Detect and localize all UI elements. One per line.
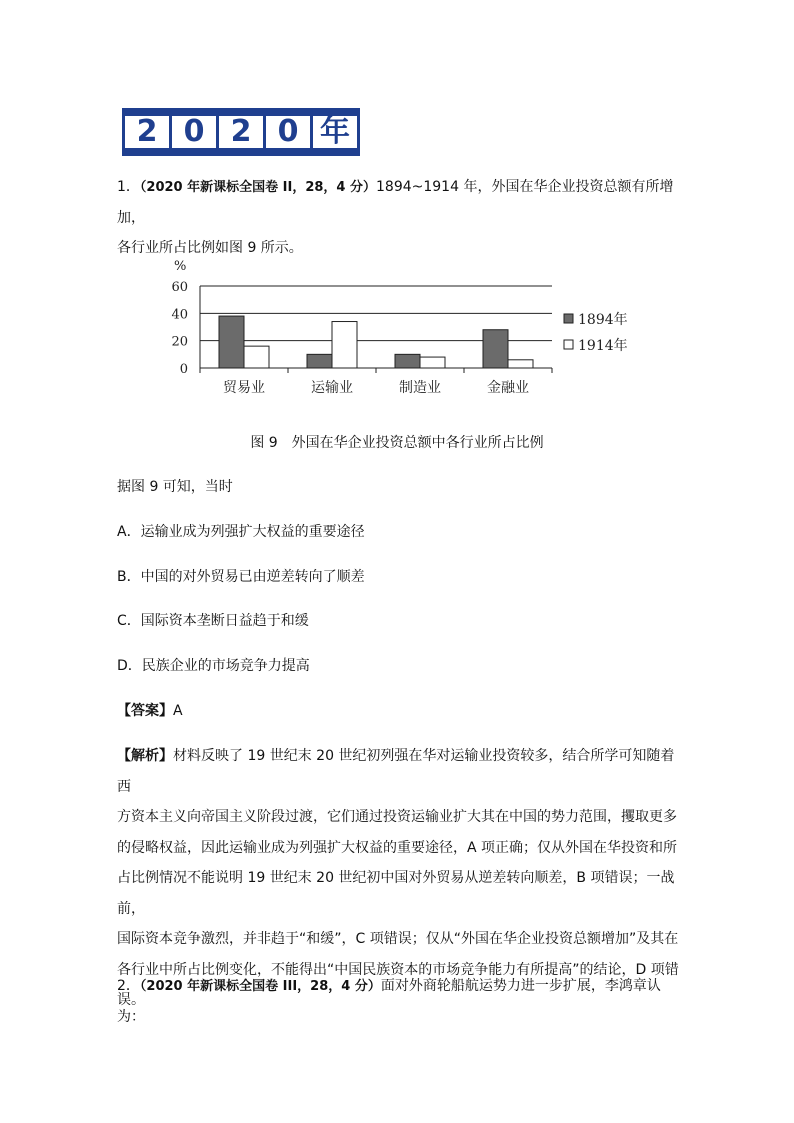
x-tick-label: 运输业	[311, 380, 353, 396]
y-axis-label: %	[174, 259, 187, 274]
analysis-line: 的侵略权益，因此运输业成为列强扩大权益的重要途径，A 项正确；仅从外国在华投资和所	[117, 839, 678, 856]
answer	[117, 696, 682, 726]
bar	[420, 357, 445, 368]
figure-caption: 图 9 外国在华企业投资总额中各行业所占比例	[250, 435, 544, 451]
q1-stem-line2: 各行业所占比例如图 9 所示。	[117, 240, 303, 256]
q2-number: 2．	[117, 978, 140, 994]
y-tick-label: 40	[171, 307, 188, 323]
q1-stem	[117, 172, 682, 263]
analysis-line: 国际资本竞争激烈，并非趋于“和缓”，C 项错误；仅从“外国在华企业投资总额增加”及其在	[117, 931, 679, 947]
year-digit: 2	[125, 116, 169, 148]
y-tick-label: 60	[171, 280, 188, 295]
q1-source: （2020 年新课标全国卷 II，28，4 分）	[139, 180, 376, 195]
x-tick-label: 制造业	[399, 380, 441, 396]
analysis-line: 各行业中所占比例变化，不能得出“中国民族资本的市场竞争能力有所提高”的结论，D 项错	[117, 961, 679, 978]
legend-swatch	[564, 314, 573, 323]
x-tick-label: 金融业	[487, 380, 529, 396]
q2-stem	[117, 971, 682, 1032]
year-banner	[122, 108, 360, 156]
year-digit: 0	[266, 116, 310, 148]
legend-swatch	[564, 340, 573, 349]
year-digit: 2	[219, 116, 263, 148]
option-d: D．民族企业的市场竞争力提高	[117, 658, 310, 674]
bar	[508, 360, 533, 368]
q1-number: 1．	[117, 179, 140, 195]
option-a: A．运输业成为列强扩大权益的重要途径	[117, 524, 365, 540]
q1-stem-line1: 1894~1914 年，外国在华企业投资总额有所增加，	[117, 179, 674, 226]
year-char: 年	[313, 116, 357, 148]
bar	[332, 322, 357, 368]
legend-label: 1914年	[578, 338, 628, 354]
bar	[219, 316, 244, 368]
answer-tag: 【答案】	[117, 703, 173, 719]
legend-label: 1894年	[578, 312, 628, 328]
bar	[395, 354, 420, 368]
y-tick-label: 0	[179, 362, 188, 377]
bar	[244, 346, 269, 368]
y-tick-label: 20	[171, 334, 188, 350]
option-c: C．国际资本垄断日益趋于和缓	[117, 613, 309, 629]
q2-source: （2020 年新课标全国卷 III，28，4 分）	[139, 979, 381, 994]
q2-stem-line1: 面对外商轮船航运势力进一步扩展，李鸿章认为：	[117, 978, 661, 1025]
analysis-line: 方资本主义向帝国主义阶段过渡，它们通过投资运输业扩大其在中国的势力范围，攫取更多	[117, 809, 677, 825]
option-b: B．中国的对外贸易已由逆差转向了顺差	[117, 569, 365, 585]
x-tick-label: 贸易业	[223, 380, 265, 396]
bar	[307, 354, 332, 368]
bar	[483, 330, 508, 368]
analysis-line: 材料反映了 19 世纪末 20 世纪初列强在华对运输业投资较多，结合所学可知随着西	[117, 748, 675, 795]
answer-value: A	[173, 703, 183, 719]
analysis-tag: 【解析】	[117, 748, 173, 764]
analysis-line: 误。	[117, 992, 145, 1008]
year-digit: 0	[172, 116, 216, 148]
bar-chart	[160, 252, 640, 412]
analysis-line: 占比例情况不能说明 19 世纪末 20 世纪初中国对外贸易从逆差转向顺差，B 项错误；一战前，	[117, 870, 675, 917]
q1-prompt: 据图 9 可知，当时	[117, 479, 233, 495]
